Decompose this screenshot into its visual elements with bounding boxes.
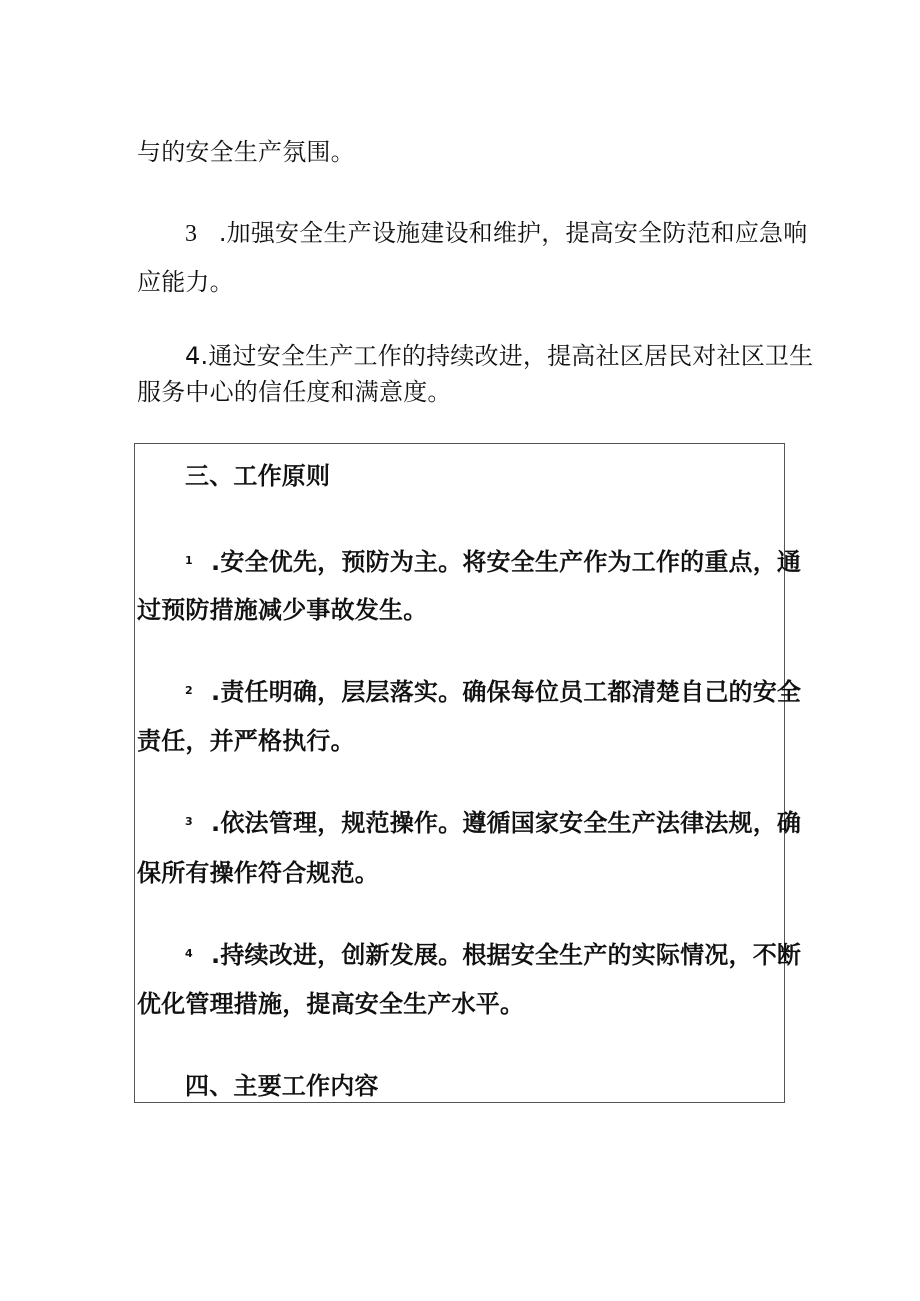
goal-item-4-line1 <box>185 341 813 371</box>
section-4-title: 四、主要工作内容 <box>185 1072 379 1100</box>
principle-4-text: .持续改进，创新发展。根据安全生产的实际情况，不断 <box>211 941 802 969</box>
principle-3-number: 3 <box>185 815 193 828</box>
principle-2-text: .责任明确，层层落实。确保每位员工都清楚自己的安全 <box>211 678 802 706</box>
principle-1-line1 <box>185 547 801 578</box>
principle-1-line2: 过预防措施减少事故发生。 <box>137 596 428 624</box>
principle-3-line1 <box>185 808 801 839</box>
principle-4-line2: 优化管理措施，提高安全生产水平。 <box>137 990 525 1018</box>
principle-1-text: .安全优先，预防为主。将安全生产作为工作的重点，通 <box>211 548 802 576</box>
principle-1-number: 1 <box>185 554 193 567</box>
goal-item-4-number: 4 <box>185 342 201 370</box>
goal-item-3-text: .加强安全生产设施建设和维护，提高安全防范和应急响 <box>211 219 808 247</box>
principle-3-text: .依法管理，规范操作。遵循国家安全生产法律法规，确 <box>211 809 802 837</box>
goal-item-4-line2: 服务中心的信任度和满意度。 <box>137 378 452 406</box>
intro-line: 与的安全生产氛围。 <box>137 138 355 166</box>
goal-item-3-line1 <box>185 218 807 249</box>
principle-4-line1 <box>185 940 801 971</box>
goal-item-4-text: .通过安全生产工作的持续改进，提高社区居民对社区卫生 <box>200 342 814 370</box>
goal-item-3-number: 3 <box>185 221 198 247</box>
principle-3-line2: 保所有操作符合规范。 <box>137 859 379 887</box>
principle-2-line1 <box>185 677 801 708</box>
principle-2-line2: 责任，并严格执行。 <box>137 727 355 755</box>
goal-item-3-line2: 应能力。 <box>137 268 234 296</box>
principle-4-number: 4 <box>185 947 193 960</box>
principle-2-number: 2 <box>185 684 193 697</box>
section-3-title: 三、工作原则 <box>185 462 331 490</box>
